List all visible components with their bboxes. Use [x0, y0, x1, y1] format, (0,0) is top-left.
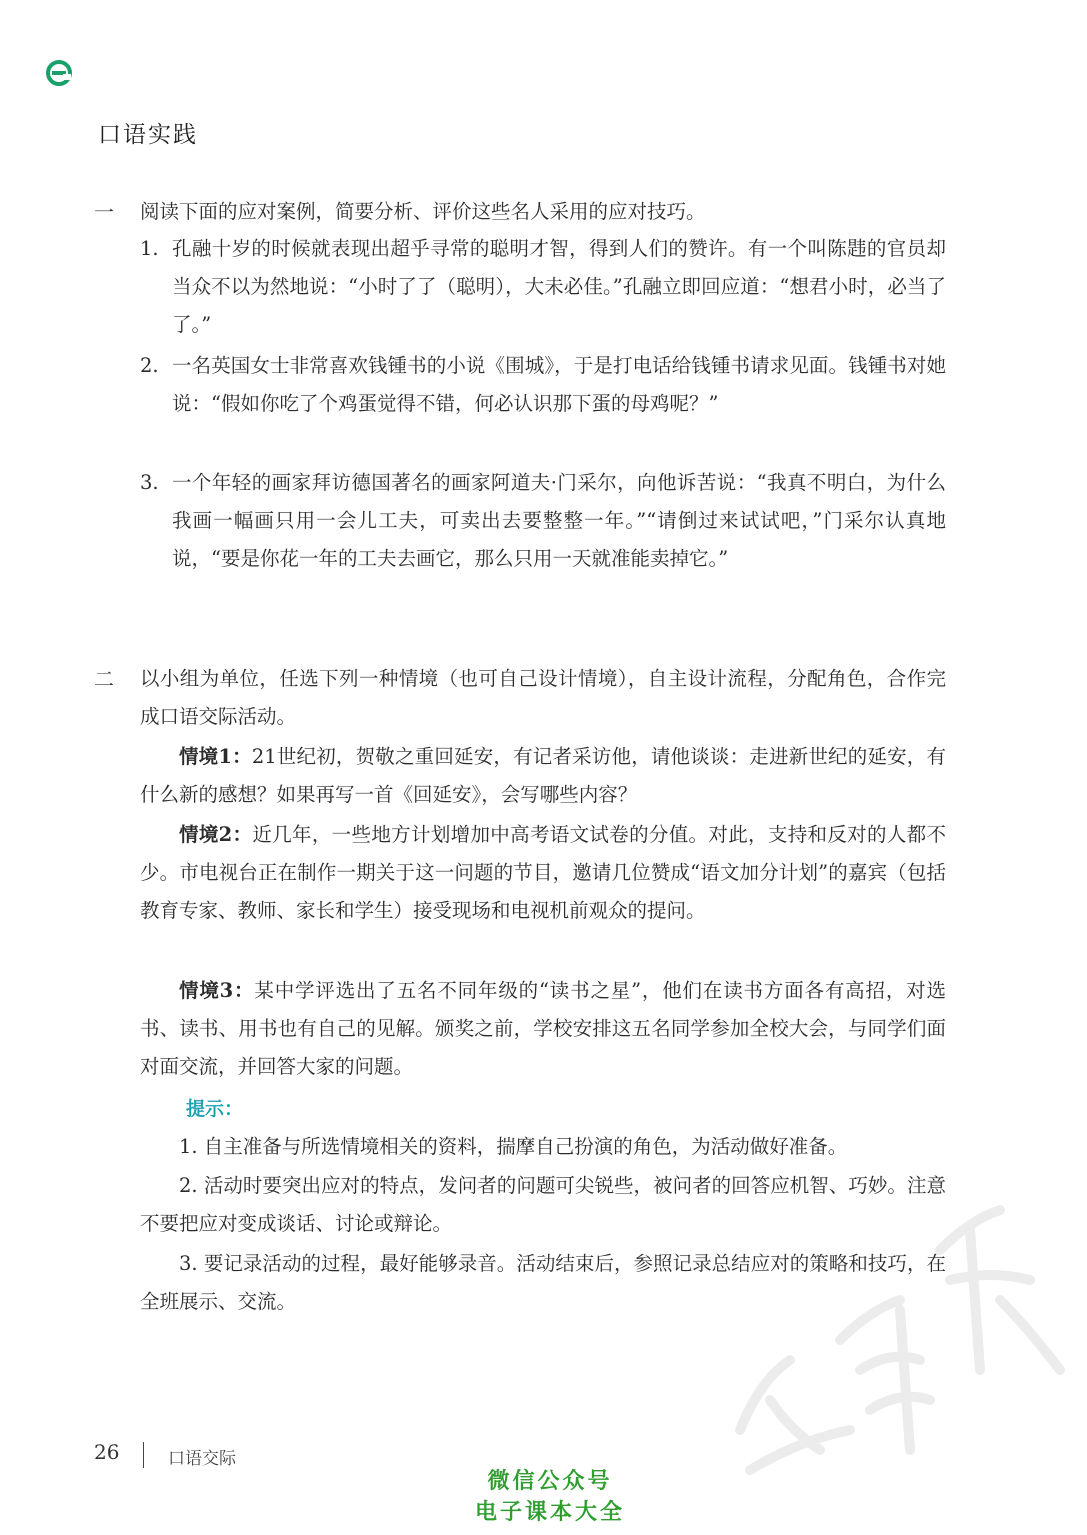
part2-intro: 以小组为单位，任选下列一种情境（也可自己设计情境），自主设计流程，分配角色，合作完成口语交际活动。	[140, 667, 946, 728]
case-number: 3.	[140, 471, 159, 494]
case-text: 一个年轻的画家拜访德国著名的画家阿道夫·门采尔，向他诉苦说：“我真不明白，为什么我画一幅画只用一会儿工夫，可卖出去要整整一年。”“请倒过来试试吧，”门采尔认真地说，“要是你花一年的工夫去画它，那么只用一天就准能卖掉它。”	[172, 471, 946, 570]
scenario-3	[140, 972, 946, 1086]
scenario-1	[140, 738, 946, 814]
case-number: 1.	[140, 237, 159, 260]
scenario-text: 近几年，一些地方计划增加中高考语文试卷的分值。对此，支持和反对的人都不少。市电视台正在制作一期关于这一问题的节目，邀请几位赞成“语文加分计划”的嘉宾（包括教育专家、教师、家长和学生）接受现场和电视机前观众的提问。	[140, 823, 946, 922]
case-text: 孔融十岁的时候就表现出超乎寻常的聪明才智，得到人们的赞许。有一个叫陈韪的官员却当众不以为然地说：“小时了了（聪明），大未必佳。”孔融立即回应道：“想君小时，必当了了。”	[172, 237, 946, 336]
scenario-text: 21世纪初，贺敬之重回延安，有记者采访他，请他谈谈：走进新世纪的延安，有什么新的感想？如果再写一首《回延安》，会写哪些内容？	[140, 745, 946, 806]
case-item-2	[140, 347, 946, 423]
part2-marker: 二	[94, 667, 114, 691]
section-title: 口语实践	[98, 122, 198, 148]
scenario-label: 情境3：	[179, 979, 255, 1002]
hint-2: 2. 活动时要突出应对的特点，发问者的问题可尖锐些，被问者的回答应机智、巧妙。注意不要把应对变成谈话、讨论或辩论。	[140, 1174, 946, 1235]
page-number: 26	[94, 1440, 120, 1464]
footer-divider	[143, 1442, 144, 1468]
case-item-3	[140, 464, 946, 578]
footer-section-label: 口语交际	[168, 1449, 236, 1468]
scenario-text: 某中学评选出了五名不同年级的“读书之星”，他们在读书方面各有高招，对选书、读书、用书也有自己的见解。颁奖之前，学校安排这五名同学参加全校大会，与同学们面对面交流，并回答大家的问题。	[140, 979, 946, 1078]
case-item-1	[140, 230, 946, 344]
hint-3: 3. 要记录活动的过程，最好能够录音。活动结束后，参照记录总结应对的策略和技巧，在全班展示、交流。	[140, 1252, 946, 1313]
scenario-label: 情境1：	[179, 745, 252, 768]
scenario-label: 情境2：	[179, 823, 253, 846]
part1-marker: 一	[94, 200, 114, 224]
case-number: 2.	[140, 354, 159, 377]
part1-intro: 阅读下面的应对案例，简要分析、评价这些名人采用的应对技巧。	[140, 200, 706, 223]
case-text: 一名英国女士非常喜欢钱锺书的小说《围城》，于是打电话给钱锺书请求见面。钱锺书对她说：“假如你吃了个鸡蛋觉得不错，何必认识那下蛋的母鸡呢？”	[172, 354, 946, 415]
wechat-line-1: 微信公众号	[487, 1469, 613, 1494]
wechat-stamp	[440, 1466, 660, 1528]
hint-title: 提示：	[186, 1099, 244, 1120]
wechat-line-2: 电子课本大全	[474, 1500, 625, 1525]
scenario-2	[140, 816, 946, 930]
publisher-logo-icon	[44, 58, 74, 88]
hint-1: 1. 自主准备与所选情境相关的资料，揣摩自己扮演的角色，为活动做好准备。	[179, 1135, 848, 1158]
